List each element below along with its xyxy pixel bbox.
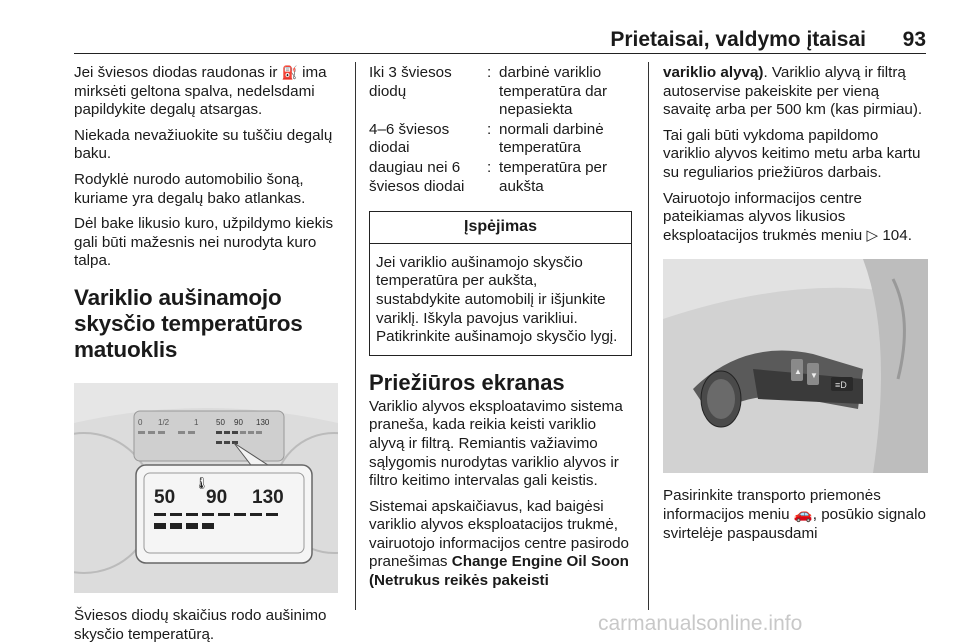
table-row: Iki 3 šviesos diodų : darbinė variklio temperatūra dar nepasiekta — [369, 64, 608, 119]
table-row: 4–6 šviesos diodai : normali darbinė temperatūra — [369, 120, 604, 157]
paragraph: Jei šviesos diodas raudonas ir ⛽ ima mirksėti geltona spalva, nedelsdami papildykite degalų atsargas. — [74, 64, 327, 119]
gauge-zoom-label: 130 — [252, 486, 284, 508]
column-2 — [369, 64, 634, 598]
thermometer-icon: 🌡 — [194, 475, 210, 490]
paragraph: Niekada nevažiuokite su tuščiu degalų baku. — [74, 126, 333, 163]
paragraph: Variklio alyvos eksploatavimo sistema praneša, kada reikia keisti variklio alyvą ir filtrą. Remiantis važiavimo sąlygomis nurodytas variklio alyvos ir filtro keitimo intervalas gali keistis. — [369, 397, 623, 490]
section-heading: Priežiūros ekranas — [369, 369, 565, 395]
figure-caption: Šviesos diodų skaičius rodo aušinimo skysčio temperatūrą. — [74, 606, 327, 642]
gauge-zoom-label: 50 — [154, 486, 176, 508]
paragraph: Vairuotojo informacijos centre pateikiamas alyvos likusios eksploatacijos trukmės meniu ▷ 104. — [663, 189, 912, 244]
paragraph: variklio alyvą). Variklio alyvą ir filtrą autoservise pakeiskite per vieną savaitę arba per 500 km (kas pirmiau). — [663, 64, 923, 119]
coolant-gauge-figure — [74, 383, 338, 593]
down-arrow-icon: ▼ — [810, 371, 818, 381]
paragraph: Dėl bake likusio kuro, užpildymo kiekis gali būti mažesnis nei nurodyta kuro talpa. — [74, 215, 334, 270]
gauge-tick-label: 130 — [256, 417, 270, 427]
paragraph: Sistemai apskaičiavus, kad baigėsi variklio alyvos eksploatacijos trukmė, vairuotojo informacijos centre pasirodo pranešimas Change Engine Oil Soon (Netrukus reikės pakeisti — [369, 497, 630, 590]
gauge-zoom-label: 90 — [206, 486, 228, 508]
watermark: carmanualsonline.info — [598, 612, 803, 635]
headlight-icon: ≡D — [835, 380, 847, 391]
gauge-tick-label: 1 — [194, 417, 199, 427]
turn-signal-lever-figure — [663, 259, 928, 473]
warning-title: Įspėjimas — [370, 212, 631, 244]
turn-signal-lever-illustration — [663, 259, 928, 473]
gauge-tick-label: 1/2 — [158, 417, 170, 427]
column-1 — [74, 64, 342, 642]
led-table — [369, 64, 634, 197]
column-divider — [355, 62, 356, 610]
gauge-tick-label: 90 — [234, 417, 243, 427]
page-number: 93 — [902, 28, 926, 51]
table-row: daugiau nei 6 šviesos diodai : temperatūra per aukšta — [369, 158, 608, 195]
coolant-gauge-illustration — [74, 383, 338, 593]
fuel-pump-icon: ⛽ — [281, 65, 298, 80]
warning-body: Jei variklio aušinamojo skysčio temperatūra per aukšta, sustabdykite automobilį ir išjunkite variklį. Iškyla pavojus varikliui. Patikrinkite aušinamojo skysčio lygį. — [376, 253, 618, 346]
paragraph: Rodyklė nurodo automobilio šoną, kuriame yra degalų bako atlankas. — [74, 170, 306, 207]
up-arrow-icon: ▲ — [794, 367, 802, 377]
page-title: Prietaisai, valdymo įtaisai — [610, 28, 866, 51]
column-divider — [648, 62, 649, 610]
column-3 — [663, 64, 928, 550]
section-heading: Variklio aušinamojo skysčio temperatūros matuoklis — [74, 284, 303, 362]
page-reference-icon: ▷ — [866, 226, 879, 244]
paragraph: Pasirinkite transporto priemonės informacijos meniu 🚗, posūkio signalo svirtelėje paspausdami — [663, 487, 926, 542]
page-header — [74, 28, 926, 54]
warning-box — [369, 211, 632, 356]
paragraph: Tai gali būti vykdoma papildomo variklio alyvos keitimo metu arba kartu su reguliarios priežiūros darbais. — [663, 126, 921, 181]
gauge-tick-label: 50 — [216, 417, 225, 427]
gauge-tick-label: 0 — [138, 417, 143, 427]
vehicle-icon: 🚗 — [793, 505, 813, 523]
